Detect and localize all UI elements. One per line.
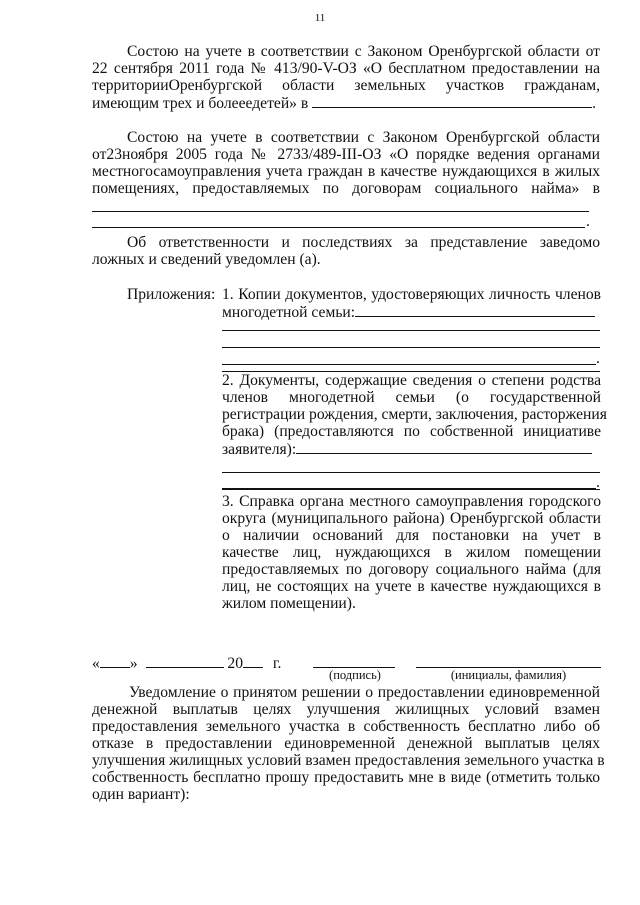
paragraph-line: один вариант): xyxy=(92,786,190,803)
month-field[interactable] xyxy=(146,654,224,668)
family-members-line-2[interactable] xyxy=(222,347,600,348)
registration-place-line-2[interactable] xyxy=(92,227,585,228)
paragraph-text: имеющим трех и болееедетей» в xyxy=(92,95,309,112)
attachment-text: заявителя): xyxy=(222,441,297,458)
paragraph-line: Состою на учете в соответствии с Законом Оренбургской области xyxy=(127,129,600,146)
attachment-item-2 xyxy=(222,372,607,458)
attachment-line: качестве лиц, нуждающихся в жилом помещении xyxy=(222,544,601,561)
year-suffix: г. xyxy=(272,655,282,672)
date-field xyxy=(92,654,281,672)
paragraph-law-413 xyxy=(92,43,600,112)
paragraph-line: Об ответственности и последствиях за представление заведомо xyxy=(127,234,600,251)
separator-line xyxy=(222,489,600,490)
period: . xyxy=(586,213,590,230)
paragraph-line: ложных и сведений уведомлен (а). xyxy=(92,251,321,268)
period: . xyxy=(596,350,600,367)
attachment-line: членов многодетной семьи (о государственной xyxy=(222,389,601,406)
period: . xyxy=(596,474,600,491)
notification-paragraph xyxy=(92,684,605,803)
attachment-line: брака) (предоставляются по собственной инициативе xyxy=(222,423,601,440)
kinship-documents-field[interactable] xyxy=(296,440,592,454)
paragraph-line: предоставления земельного участка в собственность бесплатно либо об xyxy=(92,718,600,735)
attachment-item-3 xyxy=(222,493,601,612)
date-open-quote: « xyxy=(92,655,100,672)
registration-place-line-1[interactable] xyxy=(92,211,589,212)
paragraph-line: 22 сентября 2011 года № 413/90-V-ОЗ «О бесплатном предоставлении на xyxy=(92,60,600,77)
attachment-line: 2. Документы, содержащие сведения о степени родства xyxy=(222,372,601,389)
paragraph-line: денежной выплатыв целях улучшения жилищных условий взамен xyxy=(92,701,600,718)
registration-place-field[interactable] xyxy=(312,94,592,108)
paragraph-line: территорииОренбургской области земельных участков гражданам, xyxy=(92,77,600,94)
paragraph-line xyxy=(92,94,600,112)
family-members-line-3[interactable] xyxy=(222,364,596,365)
attachments-label: Приложения: xyxy=(127,286,216,303)
paragraph-line: улучшения жилищных условий взамен предоставления земельного участка в xyxy=(92,752,605,769)
paragraph-line: от23ноября 2005 года № 2733/489-III-ОЗ «О порядке ведения органами xyxy=(92,146,600,163)
paragraph-line: Уведомление о принятом решении о предоставлении единовременной xyxy=(129,684,600,701)
family-members-field[interactable] xyxy=(355,303,595,317)
signature-caption: (подпись) xyxy=(329,668,381,682)
attachment-line xyxy=(222,303,601,321)
kinship-documents-line-1[interactable] xyxy=(222,472,600,473)
year-field[interactable] xyxy=(243,654,263,668)
attachment-line: округа (муниципального района) Оренбургской области xyxy=(222,510,601,527)
attachment-line: 1. Копии документов, удостоверяющих личность членов xyxy=(222,286,601,303)
responsibility-statement xyxy=(92,234,600,268)
paragraph-line: местногосамоуправления учета граждан в качестве нуждающихся в жилых xyxy=(92,163,600,180)
attachment-line: регистрации рождения, смерти, заключения, расторжения xyxy=(222,406,607,423)
paragraph-line: отказе в предоставлении единовременной денежной выплатыв целях xyxy=(92,735,600,752)
attachment-item-1 xyxy=(222,286,601,321)
family-members-line-1[interactable] xyxy=(222,330,600,331)
year-prefix: 20 xyxy=(227,655,243,672)
attachment-line: жилом помещении). xyxy=(222,595,356,612)
paragraph-line: помещениях, предоставляемых по договорам социального найма» в xyxy=(92,180,600,197)
day-field[interactable] xyxy=(100,654,130,668)
attachment-line: 3. Справка органа местного самоуправления городского xyxy=(222,493,601,510)
paragraph-line: собственность бесплатно прошу предоставить мне в виде (отметить только xyxy=(92,769,600,786)
paragraph-line: Состою на учете в соответствии с Законом Оренбургской области от xyxy=(127,43,600,60)
attachment-line: предоставляемых по договору социального найма (для xyxy=(222,561,601,578)
page-number: 11 xyxy=(314,12,326,24)
attachment-text: многодетной семьи: xyxy=(222,304,356,321)
date-close-quote: » xyxy=(129,655,138,672)
attachment-line: о наличии оснований для постановки на учет в xyxy=(222,527,601,544)
attachment-line xyxy=(222,440,601,458)
paragraph-law-2733 xyxy=(92,129,600,197)
period: . xyxy=(592,95,597,112)
name-caption: (инициалы, фамилия) xyxy=(450,668,567,682)
attachment-line: лиц, не состоящих на учете в качестве нуждающихся в xyxy=(222,578,601,595)
